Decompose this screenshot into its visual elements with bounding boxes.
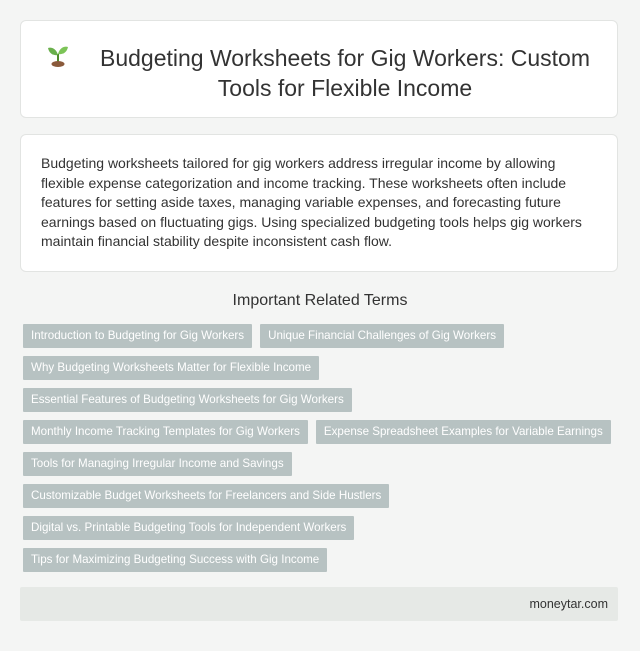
related-term-tag[interactable]: Introduction to Budgeting for Gig Workers	[23, 324, 252, 348]
related-term-tag[interactable]: Essential Features of Budgeting Worksheets for Gig Workers	[23, 388, 352, 412]
related-terms-list	[23, 324, 623, 572]
summary-text: Budgeting worksheets tailored for gig workers address irregular income by allowing flexible expense categorization and income tracking. These worksheets often include features for setting aside taxes, managing variable expenses, and forecasting future earnings based on fluctuating gigs. Using specialized budgeting tools helps gig workers maintain financial stability despite inconsistent cash flow.	[41, 155, 582, 249]
related-term-tag[interactable]: Tools for Managing Irregular Income and Savings	[23, 452, 292, 476]
summary-card	[20, 134, 618, 272]
sprout-icon	[45, 42, 71, 68]
title-row	[45, 43, 599, 103]
footer	[20, 587, 618, 621]
page-title: Budgeting Worksheets for Gig Workers: Custom Tools for Flexible Income	[99, 45, 590, 101]
related-term-tag[interactable]: Customizable Budget Worksheets for Freelancers and Side Hustlers	[23, 484, 389, 508]
related-term-tag[interactable]: Why Budgeting Worksheets Matter for Flexible Income	[23, 356, 319, 380]
related-term-tag[interactable]: Digital vs. Printable Budgeting Tools for Independent Workers	[23, 516, 354, 540]
related-term-tag[interactable]: Unique Financial Challenges of Gig Workers	[260, 324, 504, 348]
title-card	[20, 20, 618, 118]
related-term-tag[interactable]: Expense Spreadsheet Examples for Variable Earnings	[316, 420, 611, 444]
related-term-tag[interactable]: Monthly Income Tracking Templates for Gig Workers	[23, 420, 308, 444]
related-term-tag[interactable]: Tips for Maximizing Budgeting Success with Gig Income	[23, 548, 327, 572]
related-terms-heading: Important Related Terms	[232, 292, 408, 309]
site-name: moneytar.com	[529, 597, 608, 611]
